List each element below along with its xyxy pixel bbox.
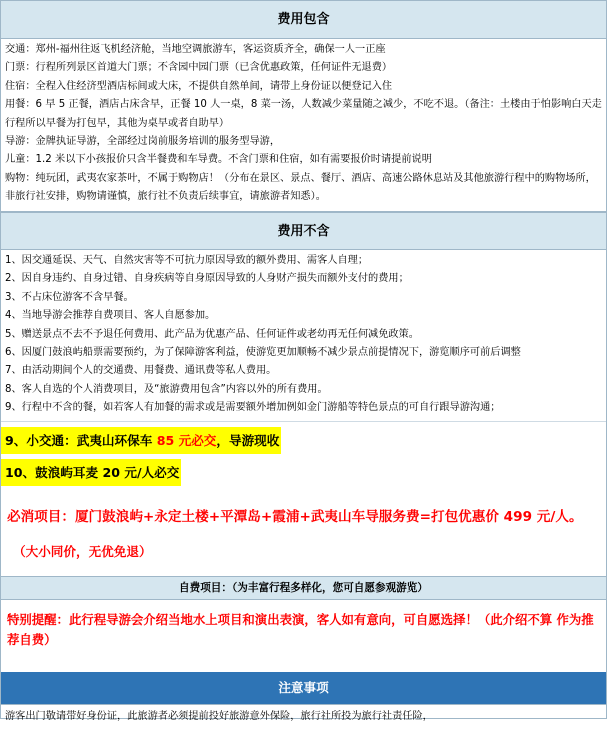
- include-line-shopping: 购物：纯玩团，武夷农家茶叶，不属于购物店！（分布在景区、景点、餐厅、酒店、高速公路休息站及其他旅游行程中的购物场所，非旅行社安排，购物请谨慎，旅行社不负责后续事宜，请旅游者知悉）。: [5, 172, 596, 203]
- exclude-line-3: 3、不占床位游客不含早餐。: [5, 291, 134, 303]
- exclude-line-5: 5、赠送景点不去不予退任何费用、此产品为优惠产品、任何证件或老幼再无任何减免政策。: [5, 328, 419, 340]
- exclude-line-4: 4、当地导游会推荐自费项目、客人自愿参加。: [5, 310, 216, 322]
- eco-bus-fee-note: ，导游现收: [216, 433, 280, 448]
- earphone-fee-highlight: 10、鼓浪屿耳麦 20 元/人必交: [1, 459, 181, 486]
- fee-include-list: [1, 39, 606, 212]
- fee-exclude-list: [1, 250, 606, 422]
- eco-bus-fee-highlight: [1, 427, 281, 454]
- include-line-transport: 交通：郑州-福州往返飞机经济舱，当地空调旅游车，客运资质齐全，确保一人一正座: [5, 44, 386, 55]
- exclude-line-7: 7、由活动期间个人的交通费、用餐费、通讯费等私人费用。: [5, 365, 277, 377]
- include-line-hotel: 住宿：全程入住经济型酒店标间或大床，不提供自然单间，请带上身份证以便登记入住: [5, 80, 393, 92]
- include-line-meals: 用餐：6 早 5 正餐，酒店占床含早，正餐 10 人一桌，8 菜一汤，人数减少菜量随之减少，不吃不退。（备注：土楼由于怕影响白天走行程所以早餐为打包早，其他为桌早或者自助早）: [5, 99, 602, 129]
- eco-bus-fee-price: 85 元必交: [156, 433, 217, 448]
- special-reminder: 特别提醒：此行程导游会介绍当地水上项目和演出表演，客人如有意向，可自愿选择！（此介绍不算 作为推荐自费）: [7, 612, 594, 647]
- include-line-tickets: 门票：行程所列景区首道大门票；不含园中园门票（已含优惠政策，任何证件无退费）: [5, 62, 393, 74]
- self-pay-header: 自费项目：（为丰富行程多样化，您可自愿参观游览）: [1, 576, 606, 600]
- include-line-children: 儿童：1.2 米以下小孩报价只含半餐费和车导费。不含门票和住宿，如有需要报价时请提前说明: [5, 154, 432, 166]
- exclude-line-2: 2、因自身违约、自身过错、自身疾病等自身原因导致的人身财产损失而额外支付的费用；: [5, 273, 409, 285]
- include-line-guide: 导游：金牌执证导游，全部经过岗前服务培训的服务型导游，: [5, 136, 281, 148]
- notes-header: 注意事项: [1, 672, 606, 704]
- same-price-note: （大小同价，无优免退）: [13, 544, 152, 559]
- exclude-line-9: 9、行程中不含的餐，如若客人有加餐的需求或是需要额外增加例如金门游船等特色景点的可自行跟导游沟通；: [5, 402, 501, 414]
- fee-include-header: 费用包含: [1, 1, 606, 39]
- exclude-line-1: 1、因交通延误、天气、自然灾害等不可抗力原因导致的额外费用、需客人自理；: [5, 255, 369, 266]
- fee-exclude-header: 费用不含: [1, 212, 606, 250]
- mandatory-package-price: 必消项目：厦门鼓浪屿+永定土楼+平潭岛+霞浦+武夷山车导服务费=打包优惠价 499 元/人。: [7, 509, 583, 525]
- exclude-line-6: 6、因厦门鼓浪屿船票需要预约，为了保障游客利益，使游览更加顺畅不减少景点前提情况下，游览顺序可前后调整: [5, 347, 521, 359]
- eco-bus-fee-label: 9、小交通：武夷山环保车: [5, 433, 157, 448]
- exclude-line-8: 8、客人自选的个人消费项目，及“旅游费用包含”内容以外的所有费用。: [5, 383, 328, 395]
- notes-first-line: 游客出门敬请带好身份证，此旅游者必须提前投好旅游意外保险，旅行社所投为旅行社责任险，: [1, 704, 606, 729]
